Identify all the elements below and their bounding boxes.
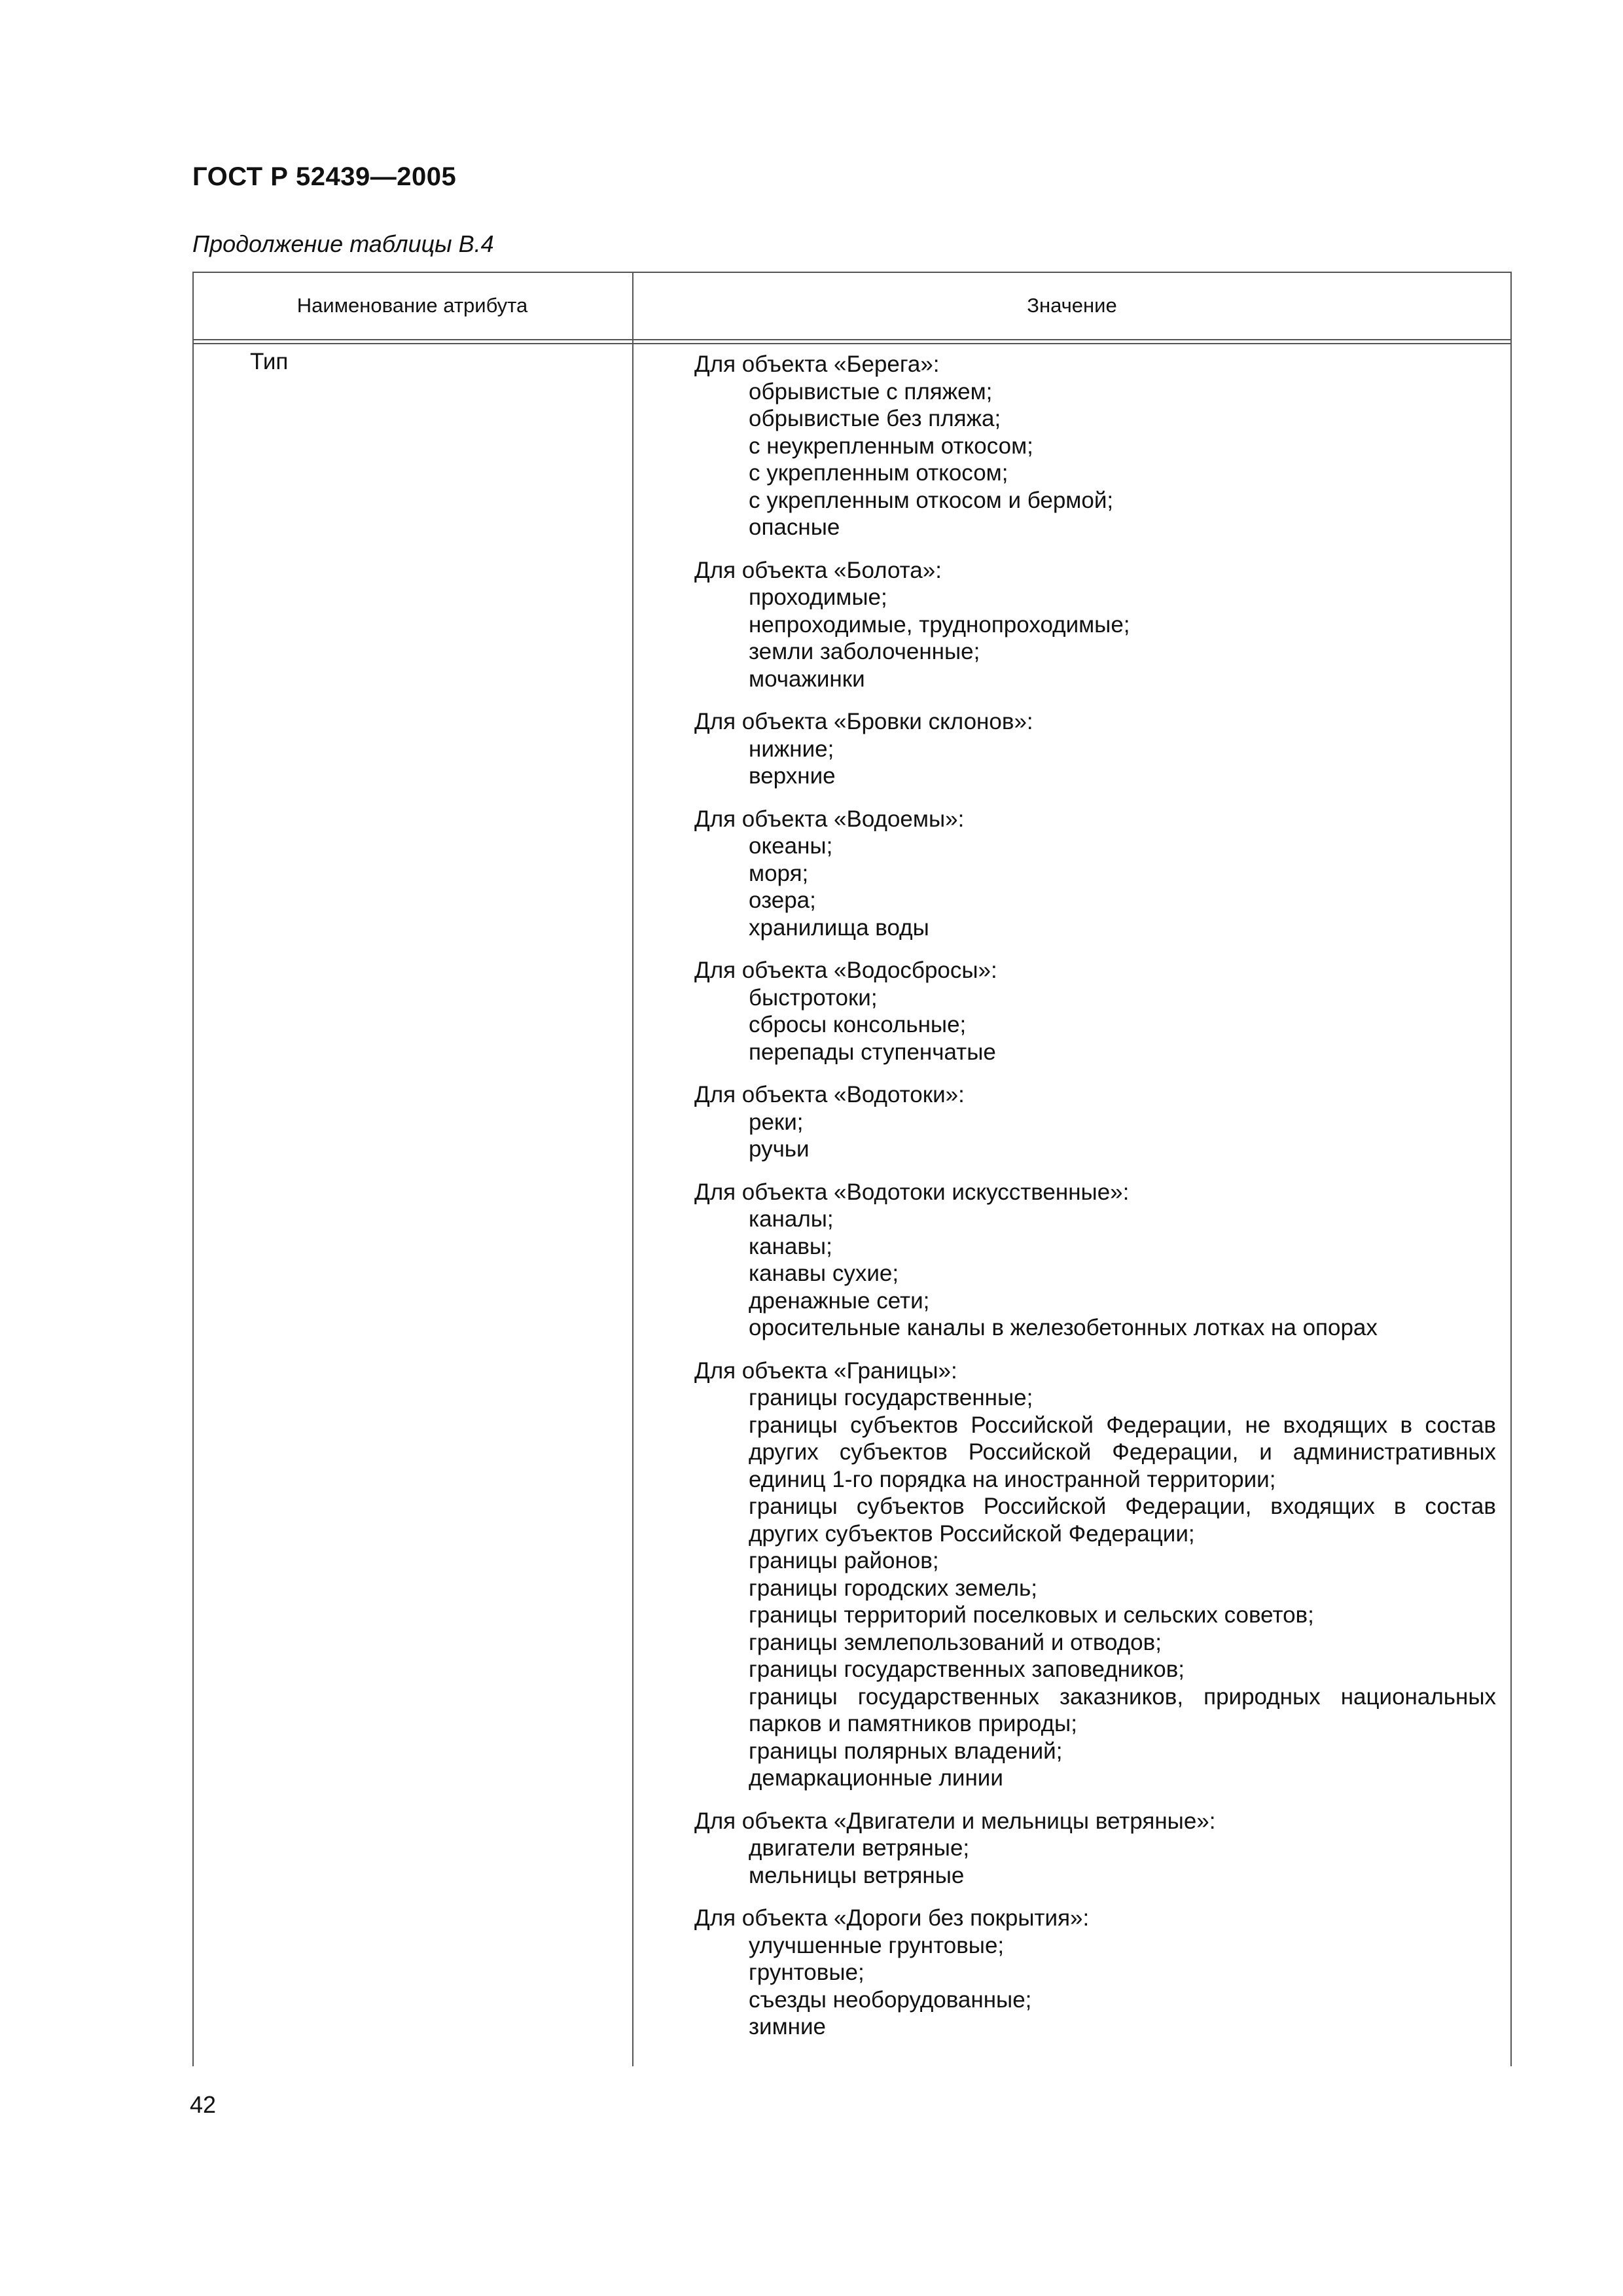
value-item: зимние [749, 2014, 827, 2039]
value-group [694, 1808, 1496, 1890]
value-group [694, 1081, 1496, 1163]
value-item: хранилища воды [749, 914, 929, 941]
header-divider [192, 339, 1512, 340]
value-item: реки; [749, 1109, 804, 1135]
value-item: сбросы консольные; [749, 1012, 967, 1037]
table-left-border [192, 272, 194, 2066]
value-item: перепады ступенчатые [749, 1039, 996, 1065]
value-group [694, 351, 1496, 541]
table-caption: Продолжение таблицы В.4 [192, 230, 494, 257]
value-item: границы землепользований и отводов; [749, 1629, 1162, 1655]
value-group-title: Для объекта «Водотоки искусственные»: [694, 1179, 1130, 1205]
page-number: 42 [190, 2091, 217, 2118]
value-item: демаркационные линии [749, 1765, 1003, 1791]
value-item: с укрепленным откосом и бермой; [749, 487, 1114, 513]
value-item: обрывистые с пляжем; [749, 378, 993, 404]
value-item: проходимые; [749, 584, 887, 610]
value-group-title: Для объекта «Водотоки»: [694, 1082, 965, 1107]
value-item: границы государственных заказников, природных национальных парков и памятников природы; [749, 1683, 1496, 1736]
header-value: Значение [1027, 293, 1117, 317]
value-group [694, 806, 1496, 942]
value-group-title: Для объекта «Водоемы»: [694, 806, 965, 832]
value-item: мочажинки [749, 666, 865, 692]
value-item: границы субъектов Российской Федерации, не входящих в состав других субъектов Российской Федерации, и административных единиц 1-го порядка на иностранной территории; [749, 1412, 1496, 1492]
document-code: ГОСТ Р 52439—2005 [192, 162, 457, 191]
value-item: нижние; [749, 736, 834, 762]
header-attribute-name: Наименование атрибута [296, 293, 528, 317]
value-item: непроходимые, труднопроходимые; [749, 611, 1130, 637]
value-item: каналы; [749, 1206, 834, 1232]
value-cell [694, 351, 1496, 2056]
header-divider-double [192, 343, 1512, 344]
table-right-border [1510, 272, 1512, 2066]
value-item: границы городских земель; [749, 1575, 1038, 1601]
value-item: с укрепленным откосом; [749, 460, 1008, 486]
value-item: границы районов; [749, 1548, 939, 1573]
value-group [694, 1179, 1496, 1342]
value-group-title: Для объекта «Берега»: [694, 351, 940, 377]
value-item: верхние [749, 763, 836, 789]
value-item: границы территорий поселковых и сельских советов; [749, 1602, 1314, 1628]
value-group-title: Для объекта «Двигатели и мельницы ветряные»: [694, 1808, 1216, 1834]
value-item: опасные [749, 514, 840, 540]
value-item: быстротоки; [749, 984, 878, 1011]
value-item: съезды необорудованные; [749, 1986, 1032, 2013]
attributes-table [192, 272, 1512, 2066]
value-item: ручьи [749, 1136, 810, 1162]
value-group-title: Для объекта «Границы»: [694, 1357, 957, 1384]
value-item: с неукрепленным откосом; [749, 433, 1033, 459]
value-item: оросительные каналы в железобетонных лотках на опорах [749, 1315, 1378, 1340]
column-divider [632, 272, 633, 2066]
value-item: океаны; [749, 833, 833, 859]
value-item: двигатели ветряные; [749, 1835, 970, 1861]
value-group-title: Для объекта «Болота»: [694, 557, 942, 583]
attribute-name-cell: Тип [250, 349, 289, 374]
value-item: грунтовые; [749, 1960, 865, 1985]
value-group-title: Для объекта «Дороги без покрытия»: [694, 1905, 1090, 1931]
value-group [694, 1905, 1496, 2041]
value-item: улучшенные грунтовые; [749, 1932, 1005, 1958]
value-item: границы государственных заповедников; [749, 1657, 1185, 1682]
value-item: озера; [749, 888, 816, 913]
value-group-title: Для объекта «Бровки склонов»: [694, 709, 1033, 734]
value-item: границы государственные; [749, 1385, 1033, 1410]
value-item: границы полярных владений; [749, 1738, 1063, 1764]
value-item: обрывистые без пляжа; [749, 406, 1001, 431]
value-item: канавы сухие; [749, 1261, 899, 1286]
value-item: границы субъектов Российской Федерации, входящих в состав других субъектов Российской Федерации; [749, 1494, 1496, 1547]
value-group [694, 1357, 1496, 1792]
value-group-title: Для объекта «Водосбросы»: [694, 958, 997, 983]
value-item: земли заболоченные; [749, 639, 980, 664]
value-item: моря; [749, 860, 809, 886]
value-group [694, 557, 1496, 693]
value-item: канавы; [749, 1233, 832, 1259]
value-item: дренажные сети; [749, 1287, 930, 1314]
value-group [694, 708, 1496, 790]
value-group [694, 957, 1496, 1066]
value-item: мельницы ветряные [749, 1862, 965, 1888]
